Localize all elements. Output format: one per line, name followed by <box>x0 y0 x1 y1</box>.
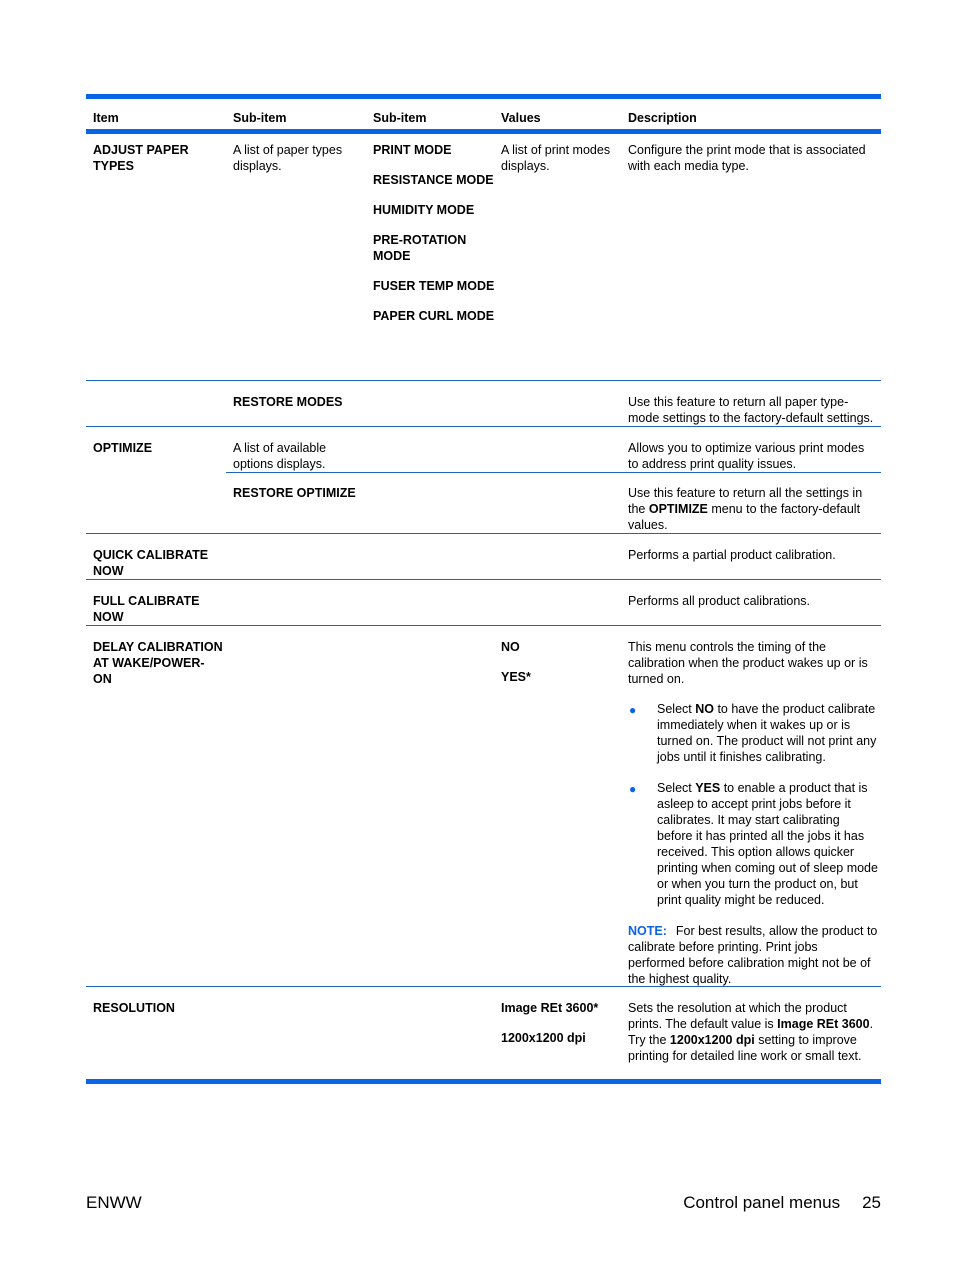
note-text: For best results, allow the product to calibrate before printing. Print jobs performed before calibration might not be of the highest quality. <box>628 924 878 986</box>
note-label: NOTE: <box>628 924 667 938</box>
bullet-text: to have the product calibrate immediately when it wakes up or is turned on. The product will not print any jobs until it finishes calibrating. <box>657 702 877 764</box>
desc-text: setting to improve printing for detailed line work or small text. <box>628 1033 862 1063</box>
table-row-full-calibrate <box>86 579 881 625</box>
sub-item-paper-types: A list of paper types displays. <box>233 143 343 173</box>
table-header-row <box>86 99 881 129</box>
sub-item-restore-modes: RESTORE MODES <box>233 395 343 409</box>
desc-bold: 1200x1200 dpi <box>669 1033 755 1047</box>
bullet-dot-icon: ● <box>629 703 637 717</box>
note <box>628 923 878 987</box>
footer-enww: ENWW <box>86 1193 142 1212</box>
description-restore-modes: Use this feature to return all paper type-mode settings to the factory-default settings. <box>628 395 874 425</box>
mode-fuser-temp: FUSER TEMP MODE <box>373 279 495 293</box>
description-full-calibrate: Performs all product calibrations. <box>628 594 811 608</box>
item-optimize: OPTIMIZE <box>93 441 153 455</box>
sub-item-available-options: A list of available options displays. <box>233 441 327 471</box>
bullet-dot-icon: ● <box>629 782 637 796</box>
footer-page-info <box>683 1193 881 1213</box>
page-number: 25 <box>862 1193 881 1212</box>
item-full-calibrate: FULL CALIBRATE NOW <box>93 594 200 624</box>
sub-item-restore-optimize: RESTORE OPTIMIZE <box>233 486 356 500</box>
mode-resistance: RESISTANCE MODE <box>373 173 494 187</box>
sub-item-mode-list <box>373 142 495 324</box>
value-1200dpi: 1200x1200 dpi <box>501 1031 586 1045</box>
bullet-no <box>628 701 878 765</box>
table-bottom-rule <box>86 1079 881 1084</box>
mode-pre-rotation: PRE-ROTATION MODE <box>373 233 467 263</box>
footer-section-title: Control panel menus <box>683 1193 841 1212</box>
bullet-text: Select <box>657 702 696 716</box>
menu-table <box>86 94 881 1084</box>
table-row-optimize <box>86 426 881 472</box>
bullet-bold: NO <box>695 702 714 716</box>
description-delay <box>628 639 878 987</box>
mode-paper-curl: PAPER CURL MODE <box>373 309 495 323</box>
item-resolution: RESOLUTION <box>93 1001 175 1015</box>
item-adjust-paper-types: ADJUST PAPER TYPES <box>93 143 189 173</box>
values-resolution <box>501 1000 619 1046</box>
table-row-adjust-paper-types <box>86 134 881 380</box>
table-row-quick-calibrate <box>86 533 881 579</box>
desc-text: . Try the <box>628 1017 874 1047</box>
header-description: Description <box>628 111 697 125</box>
desc-bold: OPTIMIZE <box>648 502 708 516</box>
bullet-text: to enable a product that is asleep to accept print jobs before it calibrates. It may start calibrating before it has printed all the jobs it has received. This option allows quicker printing when coming out of sleep mode or when you turn the product on, but print quality might be reduced. <box>657 781 878 907</box>
table-row-delay-calibration <box>86 625 881 986</box>
table-row-restore-modes <box>86 380 881 426</box>
item-delay-calibration: DELAY CALIBRATION AT WAKE/POWER-ON <box>93 640 223 686</box>
bullet-yes <box>628 780 878 908</box>
desc-text: menu to the factory-default values. <box>628 502 861 532</box>
row-divider <box>226 472 881 473</box>
item-quick-calibrate: QUICK CALIBRATE NOW <box>93 548 209 578</box>
mode-print: PRINT MODE <box>373 143 452 157</box>
table-row-resolution <box>86 986 881 1079</box>
description-resolution <box>628 1000 878 1064</box>
value-image-ret: Image REt 3600* <box>501 1001 599 1015</box>
desc-text: Sets the resolution at which the product prints. The default value is <box>628 1001 847 1031</box>
delay-intro: This menu controls the timing of the calibration when the product wakes up or is turned on. <box>628 640 868 686</box>
bullet-text: Select <box>657 781 696 795</box>
description-adjust: Configure the print mode that is associated with each media type. <box>628 143 866 173</box>
desc-bold: Image REt 3600 <box>777 1017 870 1031</box>
header-item: Item <box>93 111 119 125</box>
value-no: NO <box>501 640 520 654</box>
header-sub-item-1: Sub-item <box>233 111 287 125</box>
values-print-modes: A list of print modes displays. <box>501 143 611 173</box>
value-yes: YES* <box>501 670 531 684</box>
header-values: Values <box>501 111 541 125</box>
values-delay <box>501 639 619 685</box>
description-restore-optimize <box>628 485 878 533</box>
desc-text: Use this feature to return all the settings in the <box>628 486 863 516</box>
description-optimize: Allows you to optimize various print modes to address print quality issues. <box>628 441 865 471</box>
bullet-bold: YES <box>695 781 721 795</box>
table-row-restore-optimize <box>86 472 881 533</box>
header-sub-item-2: Sub-item <box>373 111 427 125</box>
mode-humidity: HUMIDITY MODE <box>373 203 475 217</box>
description-quick-calibrate: Performs a partial product calibration. <box>628 548 836 562</box>
